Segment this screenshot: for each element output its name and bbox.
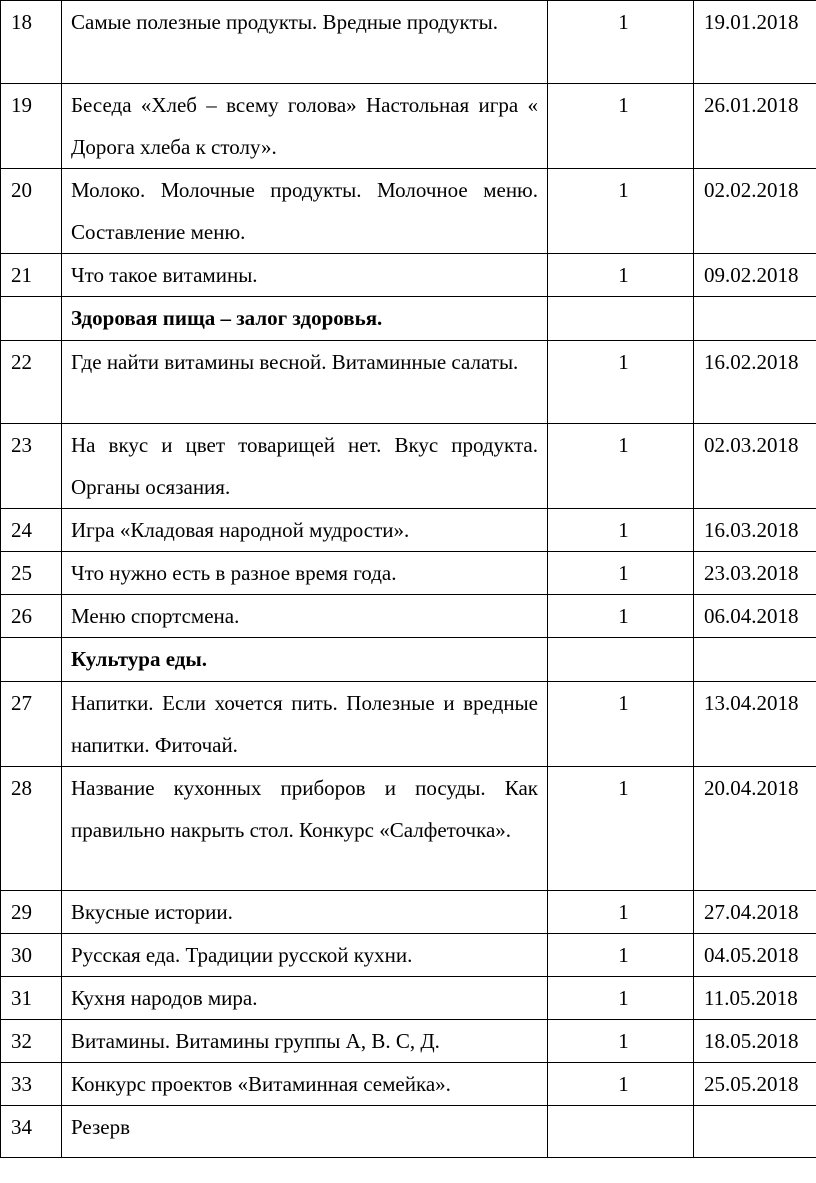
- section-title-text: Культура еды.: [71, 647, 208, 671]
- lesson-topic: [62, 341, 548, 424]
- lesson-date: [694, 767, 816, 891]
- row-number-text: 20: [11, 178, 32, 202]
- lesson-topic: [62, 934, 548, 977]
- lesson-hours-text: 1: [618, 943, 629, 967]
- row-number: [1, 509, 62, 552]
- lesson-topic-text: Что такое витамины.: [71, 263, 258, 287]
- table-row: [1, 934, 816, 977]
- row-number-text: 32: [11, 1029, 32, 1053]
- lesson-hours: [548, 254, 694, 297]
- row-number: [1, 682, 62, 767]
- lesson-date: [694, 1020, 816, 1063]
- lesson-date: [694, 254, 816, 297]
- lesson-hours: [548, 595, 694, 638]
- lesson-hours: [548, 169, 694, 254]
- lesson-hours: [548, 509, 694, 552]
- table-row: [1, 84, 816, 169]
- lesson-date: [694, 297, 816, 341]
- lesson-date-text: 27.04.2018: [704, 900, 799, 924]
- lesson-date: [694, 424, 816, 509]
- section-header-row: [1, 297, 816, 341]
- lesson-hours: [548, 1, 694, 84]
- row-number-text: 24: [11, 518, 32, 542]
- lesson-hours: [548, 891, 694, 934]
- row-number: [1, 84, 62, 169]
- lesson-date-text: 25.05.2018: [704, 1072, 799, 1096]
- row-number: [1, 934, 62, 977]
- lesson-hours-text: 1: [618, 1072, 629, 1096]
- lesson-topic-text: Витамины. Витамины группы А, В. С, Д.: [71, 1029, 440, 1053]
- lesson-date: [694, 682, 816, 767]
- lesson-date: [694, 84, 816, 169]
- row-number-text: 25: [11, 561, 32, 585]
- lesson-topic: [62, 767, 548, 891]
- lesson-hours: [548, 297, 694, 341]
- lesson-topic: [62, 84, 548, 169]
- lesson-date: [694, 595, 816, 638]
- lesson-topic: [62, 1106, 548, 1158]
- lesson-date: [694, 638, 816, 682]
- lesson-topic: [62, 254, 548, 297]
- row-number: [1, 424, 62, 509]
- lesson-hours: [548, 767, 694, 891]
- table-row: [1, 509, 816, 552]
- lesson-topic-text: Самые полезные продукты. Вредные продукты.: [71, 10, 498, 34]
- lesson-hours: [548, 341, 694, 424]
- lesson-hours-text: 1: [618, 93, 629, 117]
- table-row: [1, 767, 816, 891]
- lesson-hours-text: 1: [618, 518, 629, 542]
- lesson-topic-text: Название кухонных приборов и посуды. Как правильно накрыть стол. Конкурс «Салфеточка».: [71, 776, 538, 842]
- row-number-text: 28: [11, 776, 32, 800]
- lesson-hours: [548, 1020, 694, 1063]
- lesson-date-text: 19.01.2018: [704, 10, 799, 34]
- section-title: [62, 638, 548, 682]
- lesson-date-text: 16.02.2018: [704, 350, 799, 374]
- lesson-topic: [62, 977, 548, 1020]
- row-number: [1, 595, 62, 638]
- row-number-text: 31: [11, 986, 32, 1010]
- row-number: [1, 552, 62, 595]
- row-number-text: 23: [11, 433, 32, 457]
- row-number-text: 33: [11, 1072, 32, 1096]
- lesson-date-text: 09.02.2018: [704, 263, 799, 287]
- lesson-topic-text: Резерв: [71, 1115, 131, 1139]
- lesson-topic-text: Меню спортсмена.: [71, 604, 240, 628]
- table-row: [1, 424, 816, 509]
- lesson-date: [694, 977, 816, 1020]
- row-number: [1, 1, 62, 84]
- lesson-topic-text: Конкурс проектов «Витаминная семейка».: [71, 1072, 451, 1096]
- lesson-hours-text: 1: [618, 178, 629, 202]
- row-number: [1, 767, 62, 891]
- lesson-topic: [62, 1, 548, 84]
- lesson-hours-text: 1: [618, 900, 629, 924]
- table-row: [1, 254, 816, 297]
- row-number-text: 21: [11, 263, 32, 287]
- row-number-text: 18: [11, 10, 32, 34]
- row-number: [1, 297, 62, 341]
- lesson-topic-text: Русская еда. Традиции русской кухни.: [71, 943, 413, 967]
- lesson-topic-text: На вкус и цвет товарищей нет. Вкус продукта. Органы осязания.: [71, 433, 538, 499]
- row-number: [1, 1063, 62, 1106]
- table-row: [1, 1063, 816, 1106]
- row-number-text: 30: [11, 943, 32, 967]
- lesson-date: [694, 509, 816, 552]
- lesson-hours-text: 1: [618, 561, 629, 585]
- lesson-hours: [548, 1063, 694, 1106]
- lesson-date-text: 18.05.2018: [704, 1029, 799, 1053]
- lesson-date-text: 11.05.2018: [704, 986, 798, 1010]
- lesson-date: [694, 934, 816, 977]
- table-row: [1, 891, 816, 934]
- lesson-hours-text: 1: [618, 350, 629, 374]
- table-row: [1, 169, 816, 254]
- lesson-hours: [548, 424, 694, 509]
- lesson-topic-text: Что нужно есть в разное время года.: [71, 561, 397, 585]
- row-number: [1, 169, 62, 254]
- lesson-hours: [548, 552, 694, 595]
- row-number-text: 19: [11, 93, 32, 117]
- lesson-date-text: 20.04.2018: [704, 776, 799, 800]
- row-number-text: 34: [11, 1115, 32, 1139]
- lesson-hours-text: 1: [618, 604, 629, 628]
- lesson-topic: [62, 509, 548, 552]
- lesson-hours: [548, 682, 694, 767]
- row-number: [1, 1106, 62, 1158]
- lesson-date: [694, 1, 816, 84]
- lesson-topic-text: Кухня народов мира.: [71, 986, 258, 1010]
- lesson-topic-text: Напитки. Если хочется пить. Полезные и вредные напитки. Фиточай.: [71, 691, 538, 757]
- lesson-date-text: 06.04.2018: [704, 604, 799, 628]
- table-row: [1, 977, 816, 1020]
- row-number: [1, 254, 62, 297]
- lesson-date: [694, 1063, 816, 1106]
- row-number-text: 27: [11, 691, 32, 715]
- lesson-hours: [548, 84, 694, 169]
- lesson-hours-text: 1: [618, 776, 629, 800]
- table-row: [1, 552, 816, 595]
- lesson-topic: [62, 552, 548, 595]
- section-title-text: Здоровая пища – залог здоровья.: [71, 306, 383, 330]
- lesson-date: [694, 1106, 816, 1158]
- table-row: [1, 595, 816, 638]
- row-number-text: 22: [11, 350, 32, 374]
- lesson-date-text: 23.03.2018: [704, 561, 799, 585]
- lesson-hours-text: 1: [618, 263, 629, 287]
- lesson-date: [694, 891, 816, 934]
- lesson-hours-text: 1: [618, 10, 629, 34]
- lesson-hours: [548, 1106, 694, 1158]
- lesson-date-text: 04.05.2018: [704, 943, 799, 967]
- lesson-hours-text: 1: [618, 1029, 629, 1053]
- lesson-date-text: 26.01.2018: [704, 93, 799, 117]
- lesson-topic: [62, 169, 548, 254]
- lesson-hours: [548, 638, 694, 682]
- table-row: [1, 682, 816, 767]
- lesson-topic-text: Игра «Кладовая народной мудрости».: [71, 518, 410, 542]
- lesson-topic-text: Вкусные истории.: [71, 900, 233, 924]
- row-number-text: 26: [11, 604, 32, 628]
- lesson-hours: [548, 934, 694, 977]
- lesson-date-text: 02.03.2018: [704, 433, 799, 457]
- lesson-date-text: 16.03.2018: [704, 518, 799, 542]
- row-number: [1, 341, 62, 424]
- lesson-plan-body: [1, 1, 816, 1158]
- table-row: [1, 1020, 816, 1063]
- row-number: [1, 638, 62, 682]
- row-number: [1, 891, 62, 934]
- lesson-hours-text: 1: [618, 986, 629, 1010]
- lesson-topic-text: Где найти витамины весной. Витаминные салаты.: [71, 350, 519, 374]
- row-number-text: 29: [11, 900, 32, 924]
- lesson-topic: [62, 891, 548, 934]
- lesson-date: [694, 552, 816, 595]
- row-number: [1, 1020, 62, 1063]
- lesson-date: [694, 341, 816, 424]
- row-number: [1, 977, 62, 1020]
- lesson-hours-text: 1: [618, 433, 629, 457]
- lesson-topic-text: Молоко. Молочные продукты. Молочное меню. Составление меню.: [71, 178, 538, 244]
- lesson-date-text: 13.04.2018: [704, 691, 799, 715]
- lesson-topic: [62, 1020, 548, 1063]
- table-row: [1, 341, 816, 424]
- lesson-hours-text: 1: [618, 691, 629, 715]
- section-header-row: [1, 638, 816, 682]
- lesson-hours: [548, 977, 694, 1020]
- lesson-date: [694, 169, 816, 254]
- lesson-topic: [62, 595, 548, 638]
- lesson-topic: [62, 682, 548, 767]
- lesson-date-text: 02.02.2018: [704, 178, 799, 202]
- table-row: [1, 1106, 816, 1158]
- section-title: [62, 297, 548, 341]
- lesson-topic-text: Беседа «Хлеб – всему голова» Настольная игра « Дорога хлеба к столу».: [71, 93, 538, 159]
- lesson-topic: [62, 424, 548, 509]
- table-row: [1, 1, 816, 84]
- lesson-topic: [62, 1063, 548, 1106]
